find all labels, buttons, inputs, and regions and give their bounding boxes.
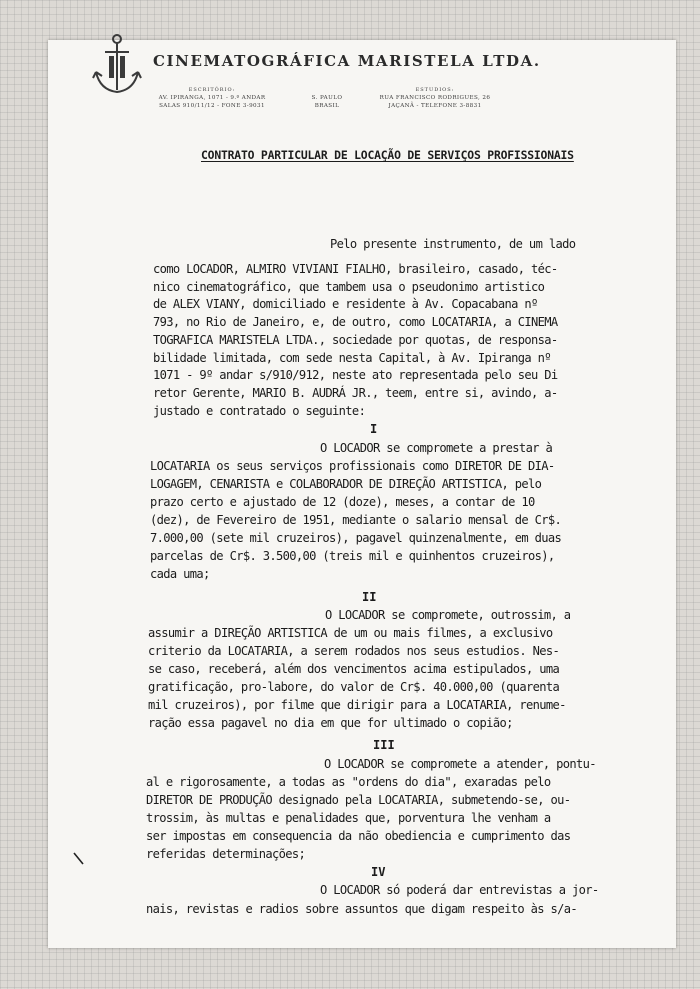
office-label: ESCRITÓRIO: [188,87,236,93]
text-line: LOCATARIA os seus serviços profissionais como DIRETOR DE DIA- [150,459,555,473]
text-line: se caso, receberá, além dos vencimentos acima estipulados, uma [148,662,560,676]
text-line: prazo certo e ajustado de 12 (doze), meses, a contar de 10 [150,495,535,509]
text-line: ser impostas em consequencia da não obediencia e cumprimento das [146,829,571,843]
text-line: O LOCADOR se compromete, outrossim, a [325,608,571,622]
studios-line-2: JAÇANÃ - TELEFONE 3-8831 [388,103,482,109]
text-line: como LOCADOR, ALMIRO VIVIANI FIALHO, brasileiro, casado, téc- [153,262,558,276]
city-line-2: BRASIL [314,103,340,109]
text-line: 1071 - 9º andar s/910/912, neste ato representada pelo seu Di [153,368,558,382]
text-line: (dez), de Fevereiro de 1951, mediante o salario mensal de Cr$. [150,513,562,527]
text-line: retor Gerente, MARIO B. AUDRÁ JR., teem, entre si, avindo, a- [153,386,558,400]
text-line: referidas determinações; [146,847,306,861]
studios-line-1: RUA FRANCISCO RODRIGUES, 26 [379,95,491,101]
text-line: de ALEX VIANY, domiciliado e residente à Av. Copacabana nº [153,297,538,311]
clause-number: II [362,590,377,604]
text-line: mil cruzeiros), por filme que dirigir para a LOCATARIA, renume- [148,698,566,712]
text-line: assumir a DIREÇÃO ARTISTICA de um ou mais filmes, a exclusivo [148,626,553,640]
city-address [292,86,362,110]
text-line: cada uma; [150,567,210,581]
text-line: 7.000,00 (sete mil cruzeiros), pagavel quinzenalmente, em duas [150,531,562,545]
text-line: justado e contratado o seguinte: [153,404,366,418]
studios-address [370,86,500,110]
text-line: Pelo presente instrumento, de um lado [330,237,576,251]
text-line: O LOCADOR se compromete a atender, pontu- [324,757,596,771]
studios-label: ESTUDIOS: [415,87,455,93]
contract-title: CONTRATO PARTICULAR DE LOCAÇÃO DE SERVIÇOS PROFISSIONAIS [201,148,574,162]
clause-number: I [370,422,378,436]
text-line: al e rigorosamente, a todas as "ordens do dia", exaradas pelo [146,775,551,789]
text-line: nico cinematográfico, que tambem usa o pseudonimo artistico [153,280,545,294]
office-line-2: SALAS 910/11/12 - FONE 3-9031 [159,103,265,109]
office-line-1: AV. IPIRANGA, 1071 - 9.º ANDAR [158,95,266,101]
clause-number: IV [371,865,386,879]
text-line: LOGAGEM, CENARISTA e COLABORADOR DE DIREÇÃO ARTISTICA, pelo [150,477,542,491]
text-line: gratificação, pro-labore, do valor de Cr$. 40.000,00 (quarenta [148,680,560,694]
office-address [153,86,271,110]
company-name: CINEMATOGRÁFICA MARISTELA LTDA. [153,52,541,70]
text-line: O LOCADOR se compromete a prestar à [320,441,553,455]
text-line: criterio da LOCATARIA, a serem rodados nos seus estudios. Nes- [148,644,560,658]
text-line: bilidade limitada, com sede nesta Capital, à Av. Ipiranga nº [153,351,551,365]
pen-mark-icon [72,852,86,866]
text-line: TOGRAFICA MARISTELA LTDA., sociedade por quotas, de responsa- [153,333,558,347]
city-line-1: S. PAULO [311,95,343,101]
text-line: 793, no Rio de Janeiro, e, de outro, como LOCATARIA, a CINEMA [153,315,558,329]
text-line: parcelas de Cr$. 3.500,00 (treis mil e quinhentos cruzeiros), [150,549,555,563]
text-line: ração essa pagavel no dia em que for ultimado o copião; [148,716,513,730]
text-line: trossim, às multas e penalidades que, porventura lhe venham a [146,811,551,825]
text-line: O LOCADOR só poderá dar entrevistas a jor- [320,883,599,897]
text-line: nais, revistas e radios sobre assuntos que digam respeito às s/a- [146,902,578,916]
clause-number: III [373,738,395,752]
anchor-logo-icon [92,30,142,100]
text-line: DIRETOR DE PRODUÇÃO designado pela LOCATARIA, submetendo-se, ou- [146,793,571,807]
